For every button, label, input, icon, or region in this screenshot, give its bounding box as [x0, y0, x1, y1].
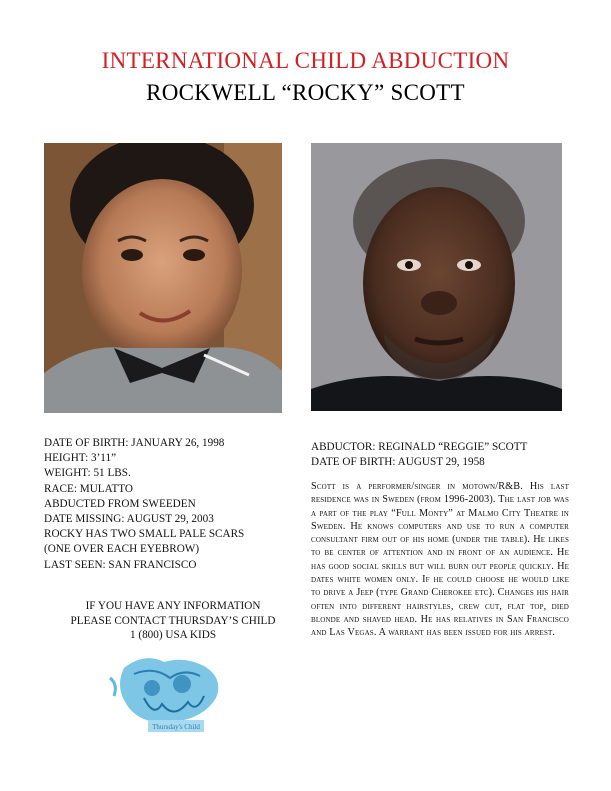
abductor-dob: DATE OF BIRTH: AUGUST 29, 1958 [311, 456, 485, 469]
contact-line: PLEASE CONTACT THURSDAY’S CHILD [70, 614, 276, 627]
abductor-name: ABDUCTOR: REGINALD “REGGIE” SCOTT [311, 441, 528, 453]
child-last-seen: LAST SEEN: SAN FRANCISCO [44, 558, 197, 571]
abductor-bio: Scott is a performer/singer in motown/R&B. His last residence was in Sweden (from 1996-2003). The last job was a part of the play “Full Monty” at Malmo City Theatre in Sweden. He knows computers and use to run a computer consultant firm out of his home (under the table). He likes to be center of attention and in front of an audience. He has good social skills but will burn out people quickly. He dates white women only. If he could choose he would like to drive a Jeep (type Grand Cherokee etc). Changes his hair often into different hairstyles, crew cut, flat top, died blonde and shaved head. He has relatives in San Francisco and Las Vegas. A warrant has been issued for his arrest. [311, 481, 569, 639]
contact-info [44, 599, 302, 643]
child-weight: WEIGHT: 51 LBS. [44, 467, 131, 480]
abductor-header [311, 440, 581, 470]
child-date-missing: DATE MISSING: AUGUST 29, 2003 [44, 513, 214, 526]
contact-phone: 1 (800) USA KIDS [129, 629, 217, 642]
child-photo [44, 143, 282, 413]
child-dob: DATE OF BIRTH: JANUARY 26, 1998 [44, 437, 225, 449]
page-title: INTERNATIONAL CHILD ABDUCTION [101, 48, 510, 73]
child-details [44, 436, 304, 573]
child-scars: ROCKY HAS TWO SMALL PALE SCARS [44, 528, 245, 541]
thursdays-child-logo [104, 648, 238, 736]
child-scars-detail: (ONE OVER EACH EYEBROW) [44, 543, 200, 556]
child-height: HEIGHT: 3’11” [44, 452, 117, 465]
abductor-photo [311, 143, 562, 411]
child-name-heading: ROCKWELL “ROCKY” SCOTT [146, 80, 465, 105]
logo-text: Thursday's Child [152, 723, 200, 731]
contact-line: IF YOU HAVE ANY INFORMATION [85, 600, 261, 612]
child-race: RACE: MULATTO [44, 482, 133, 495]
child-abducted-from: ABDUCTED FROM SWEEDEN [44, 497, 196, 510]
